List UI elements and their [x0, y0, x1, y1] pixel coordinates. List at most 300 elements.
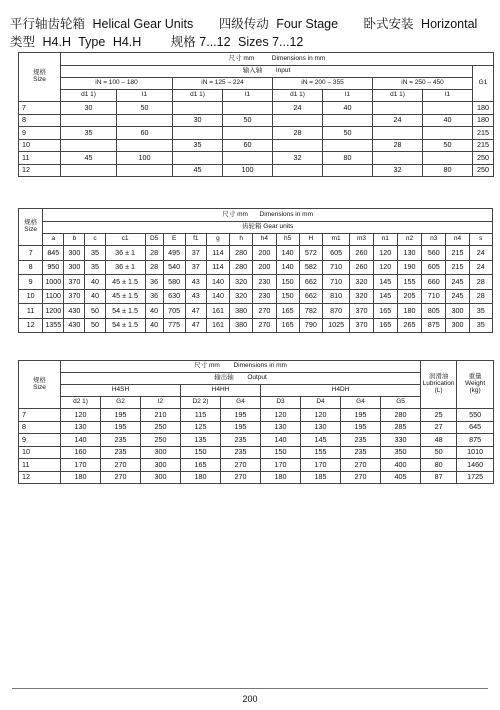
- value-cell: 32: [273, 152, 323, 165]
- value-cell: 265: [397, 318, 421, 333]
- column-header: D5: [145, 234, 163, 246]
- value-cell: 430: [64, 318, 85, 333]
- size-cell: 7: [19, 409, 61, 422]
- value-cell: 145: [373, 289, 397, 304]
- value-cell: [273, 139, 323, 152]
- value-cell: 710: [422, 289, 446, 304]
- weight-header-en: Weight: [465, 380, 486, 388]
- value-cell: 37: [185, 260, 206, 275]
- value-cell: 140: [261, 434, 301, 447]
- column-header: c: [85, 234, 105, 246]
- column-header: G2: [101, 397, 141, 409]
- gear-units-header-en: Gear units: [263, 223, 294, 231]
- gear-units-header-cn: 齿轮箱: [241, 223, 262, 231]
- size-cell: 11: [19, 152, 61, 165]
- value-cell: 1200: [43, 304, 64, 319]
- value-cell: 260: [350, 246, 373, 261]
- value-cell: 195: [101, 409, 141, 422]
- value-cell: 215: [446, 246, 469, 261]
- value-cell: 28: [469, 275, 492, 290]
- value-cell: 705: [163, 304, 185, 319]
- size-cell: 7: [19, 102, 61, 115]
- output-header: [61, 373, 421, 385]
- output-shaft-table-body: [19, 409, 494, 484]
- column-header: h: [230, 234, 253, 246]
- value-cell: 270: [341, 471, 381, 484]
- value-cell: 165: [181, 459, 221, 472]
- value-cell: 662: [299, 275, 322, 290]
- value-cell: 572: [299, 246, 322, 261]
- table-row: [19, 102, 494, 115]
- value-cell: [373, 127, 423, 140]
- value-cell: 300: [446, 318, 469, 333]
- value-cell: 775: [163, 318, 185, 333]
- column-header: h4: [253, 234, 276, 246]
- value-cell: 130: [61, 421, 101, 434]
- value-cell: 150: [276, 275, 299, 290]
- value-cell: 47: [185, 304, 206, 319]
- value-cell: 170: [61, 459, 101, 472]
- gear-unit-dimensions-table: [18, 208, 493, 333]
- column-header: E: [163, 234, 185, 246]
- gear-unit-dimensions-table-body: [19, 246, 493, 333]
- weight-header-unit: (kg): [469, 386, 481, 394]
- value-cell: 710: [322, 260, 349, 275]
- column-header: d1 1): [61, 90, 117, 102]
- value-cell: 165: [373, 304, 397, 319]
- value-cell: 180: [181, 471, 221, 484]
- value-cell: 160: [61, 446, 101, 459]
- value-cell: 180: [61, 471, 101, 484]
- value-cell: 30: [173, 114, 223, 127]
- size-cell: 10: [19, 289, 43, 304]
- value-cell: 114: [206, 246, 229, 261]
- input-shaft-table: [18, 52, 494, 177]
- value-cell: 165: [276, 318, 299, 333]
- value-cell: 560: [422, 246, 446, 261]
- size-header-en: Size: [33, 76, 46, 83]
- value-cell: 630: [163, 289, 185, 304]
- value-cell: 140: [276, 246, 299, 261]
- value-cell: 285: [381, 421, 421, 434]
- table-row: [19, 289, 493, 304]
- size-cell: 8: [19, 114, 61, 127]
- value-cell: 47: [185, 318, 206, 333]
- value-cell: 180: [397, 304, 421, 319]
- value-cell: 195: [221, 409, 261, 422]
- value-cell: 80: [421, 459, 457, 472]
- value-cell: 235: [341, 434, 381, 447]
- value-cell: 870: [322, 304, 349, 319]
- value-cell: 710: [322, 275, 349, 290]
- column-header: D2 2): [181, 397, 221, 409]
- value-cell: 580: [163, 275, 185, 290]
- value-cell: 130: [301, 421, 341, 434]
- output-shaft-table: [18, 360, 494, 484]
- value-cell: 155: [301, 446, 341, 459]
- value-cell: 210: [141, 409, 181, 422]
- size-cell: 12: [19, 471, 61, 484]
- value-cell: [173, 127, 223, 140]
- value-cell: 36 ± 1: [105, 260, 145, 275]
- value-cell: 40: [85, 275, 105, 290]
- column-header: b: [64, 234, 85, 246]
- column-header: G4: [341, 397, 381, 409]
- value-cell: 230: [253, 289, 276, 304]
- value-cell: [117, 139, 173, 152]
- value-cell: [273, 164, 323, 177]
- value-cell: 1100: [43, 289, 64, 304]
- value-cell: 140: [206, 289, 229, 304]
- column-header: l1: [423, 90, 473, 102]
- column-header: n4: [446, 234, 469, 246]
- table-row: [19, 409, 494, 422]
- input-shaft-table-body: [19, 102, 494, 177]
- column-header: G4: [221, 397, 261, 409]
- value-cell: 155: [397, 275, 421, 290]
- dims-header-en: Dimensions in mm: [233, 362, 287, 370]
- value-cell: 260: [350, 260, 373, 275]
- value-cell: 27: [421, 421, 457, 434]
- value-cell: 200: [253, 260, 276, 275]
- value-cell: 845: [43, 246, 64, 261]
- value-cell: 320: [350, 275, 373, 290]
- value-cell: 50: [85, 318, 105, 333]
- value-cell: 165: [373, 318, 397, 333]
- output-header-en: Output: [247, 374, 267, 382]
- value-cell: 60: [223, 139, 273, 152]
- value-cell: 270: [221, 471, 261, 484]
- value-cell: 35: [469, 318, 492, 333]
- value-cell: 35: [61, 127, 117, 140]
- size-header: [19, 53, 61, 102]
- value-cell: 1010: [457, 446, 494, 459]
- table-row: [19, 446, 494, 459]
- table-row: [19, 127, 494, 140]
- value-cell: 245: [446, 275, 469, 290]
- value-cell: 370: [64, 275, 85, 290]
- table-row: [19, 471, 494, 484]
- value-cell: [61, 114, 117, 127]
- value-cell: 150: [261, 446, 301, 459]
- value-cell: 195: [101, 421, 141, 434]
- column-header: l1: [323, 90, 373, 102]
- value-cell: 270: [221, 459, 261, 472]
- value-cell: 320: [230, 289, 253, 304]
- value-cell: [423, 127, 473, 140]
- column-header: f1: [185, 234, 206, 246]
- value-cell: [117, 114, 173, 127]
- value-cell: 35: [469, 304, 492, 319]
- value-cell: 582: [299, 260, 322, 275]
- value-cell: 1355: [43, 318, 64, 333]
- value-cell: 215: [446, 260, 469, 275]
- gear-units-header: [43, 222, 493, 234]
- value-cell: 161: [206, 304, 229, 319]
- column-header: l1: [117, 90, 173, 102]
- value-cell: 50: [323, 127, 373, 140]
- value-cell: 43: [185, 289, 206, 304]
- size-cell: 10: [19, 139, 61, 152]
- value-cell: 50: [223, 114, 273, 127]
- value-cell: [423, 152, 473, 165]
- value-cell: [373, 102, 423, 115]
- column-header: H: [299, 234, 322, 246]
- value-cell: 145: [373, 275, 397, 290]
- value-cell: 300: [64, 260, 85, 275]
- value-cell: 540: [163, 260, 185, 275]
- column-header: l1: [223, 90, 273, 102]
- value-cell: 195: [341, 409, 381, 422]
- value-cell: 36: [145, 275, 163, 290]
- value-cell: 380: [230, 304, 253, 319]
- value-cell: 495: [163, 246, 185, 261]
- value-cell: 125: [181, 421, 221, 434]
- dims-header: [61, 361, 421, 373]
- value-cell: 100: [223, 164, 273, 177]
- value-cell: 1460: [457, 459, 494, 472]
- value-cell: [223, 102, 273, 115]
- value-cell: 135: [181, 434, 221, 447]
- value-cell: 1025: [322, 318, 349, 333]
- value-cell: 270: [101, 459, 141, 472]
- value-cell: 24: [469, 246, 492, 261]
- value-cell: 45: [173, 164, 223, 177]
- title-type-code-cn: H4.H: [42, 35, 71, 49]
- value-cell: [223, 152, 273, 165]
- page-number: 200: [242, 694, 258, 704]
- table-row: [19, 318, 493, 333]
- size-cell: 11: [19, 459, 61, 472]
- value-cell: 87: [421, 471, 457, 484]
- footer-divider: [12, 688, 488, 689]
- value-cell: 45 ± 1.5: [105, 289, 145, 304]
- title-cn-type: 类型: [10, 35, 36, 49]
- column-header: d1 1): [173, 90, 223, 102]
- value-cell: 235: [101, 446, 141, 459]
- value-cell: [323, 139, 373, 152]
- value-cell: [273, 114, 323, 127]
- input-header-en: Input: [275, 67, 291, 75]
- value-cell: [61, 164, 117, 177]
- value-cell: 36: [145, 289, 163, 304]
- value-cell: 782: [299, 304, 322, 319]
- value-cell: 80: [323, 152, 373, 165]
- lubrication-header: [421, 361, 457, 409]
- value-cell: [117, 164, 173, 177]
- value-cell: 161: [206, 318, 229, 333]
- ratio-range-header: iN = 125 – 224: [173, 78, 273, 90]
- size-cell: 12: [19, 164, 61, 177]
- value-cell: 430: [64, 304, 85, 319]
- dims-header-en: Dimensions in mm: [271, 54, 326, 62]
- title-cn-parallel: 平行轴齿轮箱: [10, 17, 86, 31]
- value-cell: 35: [173, 139, 223, 152]
- value-cell: 235: [341, 446, 381, 459]
- value-cell: 280: [230, 246, 253, 261]
- value-cell: 605: [422, 260, 446, 275]
- column-header: n3: [422, 234, 446, 246]
- dims-header: [61, 53, 494, 66]
- title-en-stage: Four Stage: [276, 17, 339, 31]
- ratio-range-header: iN = 250 – 450: [373, 78, 473, 90]
- value-cell: 805: [422, 304, 446, 319]
- value-cell: 120: [373, 246, 397, 261]
- column-header: D3: [261, 397, 301, 409]
- column-header: m3: [350, 234, 373, 246]
- value-cell: 40: [323, 102, 373, 115]
- value-cell: 40: [423, 114, 473, 127]
- value-cell: 180: [473, 102, 494, 115]
- value-cell: 300: [141, 459, 181, 472]
- table-row: [19, 304, 493, 319]
- value-cell: 270: [341, 459, 381, 472]
- value-cell: 120: [261, 409, 301, 422]
- size-header-en: Size: [24, 226, 37, 233]
- value-cell: [173, 152, 223, 165]
- value-cell: 50: [117, 102, 173, 115]
- table-row: [19, 164, 494, 177]
- title-en-type: Type: [78, 35, 106, 49]
- value-cell: 185: [301, 471, 341, 484]
- table-row: [19, 139, 494, 152]
- table-row: [19, 152, 494, 165]
- size-cell: 11: [19, 304, 43, 319]
- value-cell: 300: [141, 471, 181, 484]
- column-header: h5: [276, 234, 299, 246]
- value-cell: 130: [261, 421, 301, 434]
- value-cell: 205: [397, 289, 421, 304]
- value-cell: 140: [206, 275, 229, 290]
- value-cell: 370: [350, 304, 373, 319]
- weight-header: [457, 361, 494, 409]
- value-cell: 36 ± 1: [105, 246, 145, 261]
- value-cell: 140: [276, 260, 299, 275]
- table-row: [19, 421, 494, 434]
- value-cell: 1000: [43, 275, 64, 290]
- value-cell: 230: [253, 275, 276, 290]
- value-cell: 165: [276, 304, 299, 319]
- value-cell: 40: [85, 289, 105, 304]
- value-cell: 875: [457, 434, 494, 447]
- value-cell: 100: [117, 152, 173, 165]
- size-cell: 9: [19, 127, 61, 140]
- title-en-helical: Helical Gear Units: [92, 17, 194, 31]
- lubrication-header-cn: 润滑油: [428, 373, 449, 381]
- variant-header-h4dh: H4DH: [261, 385, 421, 397]
- column-header-row: [19, 234, 493, 246]
- value-cell: 235: [101, 434, 141, 447]
- value-cell: 270: [253, 318, 276, 333]
- size-header-cn: 规格: [33, 69, 46, 77]
- value-cell: 28: [469, 289, 492, 304]
- column-header: l2: [141, 397, 181, 409]
- value-cell: 114: [206, 260, 229, 275]
- column-header: d1 1): [373, 90, 423, 102]
- value-cell: 300: [64, 246, 85, 261]
- size-header-cn: 规格: [24, 219, 38, 227]
- value-cell: 875: [422, 318, 446, 333]
- value-cell: 50: [423, 139, 473, 152]
- size-cell: 8: [19, 421, 61, 434]
- value-cell: 950: [43, 260, 64, 275]
- size-header-en: Size: [33, 383, 46, 391]
- value-cell: 40: [145, 304, 163, 319]
- value-cell: 605: [322, 246, 349, 261]
- dims-header-cn: 尺寸 mm: [228, 54, 255, 62]
- value-cell: [323, 164, 373, 177]
- value-cell: 790: [299, 318, 322, 333]
- value-cell: 180: [261, 471, 301, 484]
- value-cell: 28: [373, 139, 423, 152]
- value-cell: 380: [230, 318, 253, 333]
- value-cell: [323, 114, 373, 127]
- value-cell: 120: [373, 260, 397, 275]
- size-cell: 12: [19, 318, 43, 333]
- value-cell: [173, 102, 223, 115]
- value-cell: 250: [141, 421, 181, 434]
- value-cell: 43: [185, 275, 206, 290]
- column-header: d1 1): [273, 90, 323, 102]
- value-cell: 200: [253, 246, 276, 261]
- column-header: m1: [322, 234, 349, 246]
- size-cell: 7: [19, 246, 43, 261]
- variant-header-h4sh: H4SH: [61, 385, 181, 397]
- table-row: [19, 246, 493, 261]
- value-cell: 35: [85, 260, 105, 275]
- value-cell: 270: [253, 304, 276, 319]
- value-cell: 320: [350, 289, 373, 304]
- value-cell: 280: [381, 409, 421, 422]
- column-header: c1: [105, 234, 145, 246]
- value-cell: 120: [61, 409, 101, 422]
- value-cell: 28: [145, 246, 163, 261]
- value-cell: 48: [421, 434, 457, 447]
- value-cell: 405: [381, 471, 421, 484]
- value-cell: 215: [473, 127, 494, 140]
- value-cell: 40: [145, 318, 163, 333]
- value-cell: 810: [322, 289, 349, 304]
- value-cell: 45 ± 1.5: [105, 275, 145, 290]
- size-cell: 9: [19, 434, 61, 447]
- value-cell: 215: [473, 139, 494, 152]
- input-header: [61, 66, 473, 78]
- ratio-range-header: iN = 100 – 180: [61, 78, 173, 90]
- title-cn-mount: 卧式安装: [363, 17, 414, 31]
- lubrication-header-unit: (L): [434, 386, 443, 394]
- value-cell: 130: [397, 246, 421, 261]
- value-cell: 28: [145, 260, 163, 275]
- value-cell: 370: [64, 289, 85, 304]
- value-cell: 250: [141, 434, 181, 447]
- value-cell: 350: [381, 446, 421, 459]
- value-cell: 550: [457, 409, 494, 422]
- value-cell: 320: [230, 275, 253, 290]
- title-line-1: [10, 14, 481, 32]
- value-cell: 190: [397, 260, 421, 275]
- value-cell: 370: [350, 318, 373, 333]
- value-cell: 120: [301, 409, 341, 422]
- value-cell: 30: [61, 102, 117, 115]
- value-cell: 195: [221, 421, 261, 434]
- column-header: d2 1): [61, 397, 101, 409]
- value-cell: 662: [299, 289, 322, 304]
- value-cell: 45: [61, 152, 117, 165]
- column-header: G5: [381, 397, 421, 409]
- table-row: [19, 114, 494, 127]
- value-cell: 270: [101, 471, 141, 484]
- value-cell: 180: [473, 114, 494, 127]
